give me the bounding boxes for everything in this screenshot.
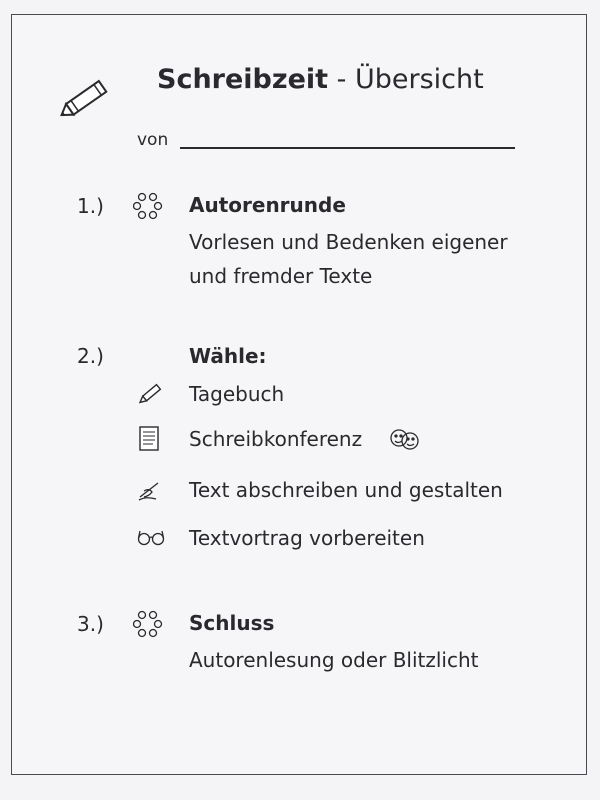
option-label-schreibkonferenz: Schreibkonferenz [189,427,363,451]
people-circle-icon [133,192,163,220]
option-label-tagebuch: Tagebuch [189,382,285,406]
author-name-line [180,147,515,149]
section-heading-schluss: Schluss [189,611,275,635]
section-description-line: Vorlesen und Bedenken eigener [189,230,508,254]
section-description-line: und fremder Texte [189,264,373,288]
section-heading-autorenrunde: Autorenrunde [189,193,346,217]
glasses-icon [136,527,166,547]
section-number-2: 2.) [77,344,104,368]
document-icon [137,425,161,453]
section-number-1: 1.) [77,194,104,218]
pencil-icon [136,381,164,407]
section-description-line: Autorenlesung oder Blitzlicht [189,648,479,672]
page-title: Schreibzeit - Übersicht [157,64,484,95]
writing-hand-icon [136,479,164,503]
option-label-text-abschreiben: Text abschreiben und gestalten [189,478,503,502]
author-label: von [137,130,169,150]
people-circle-icon [133,610,163,638]
option-label-textvortrag: Textvortrag vorbereiten [189,526,425,550]
pencil-icon [55,76,113,124]
section-number-3: 3.) [77,612,104,636]
section-heading-waehle: Wähle: [189,344,267,368]
two-faces-icon [388,425,422,453]
